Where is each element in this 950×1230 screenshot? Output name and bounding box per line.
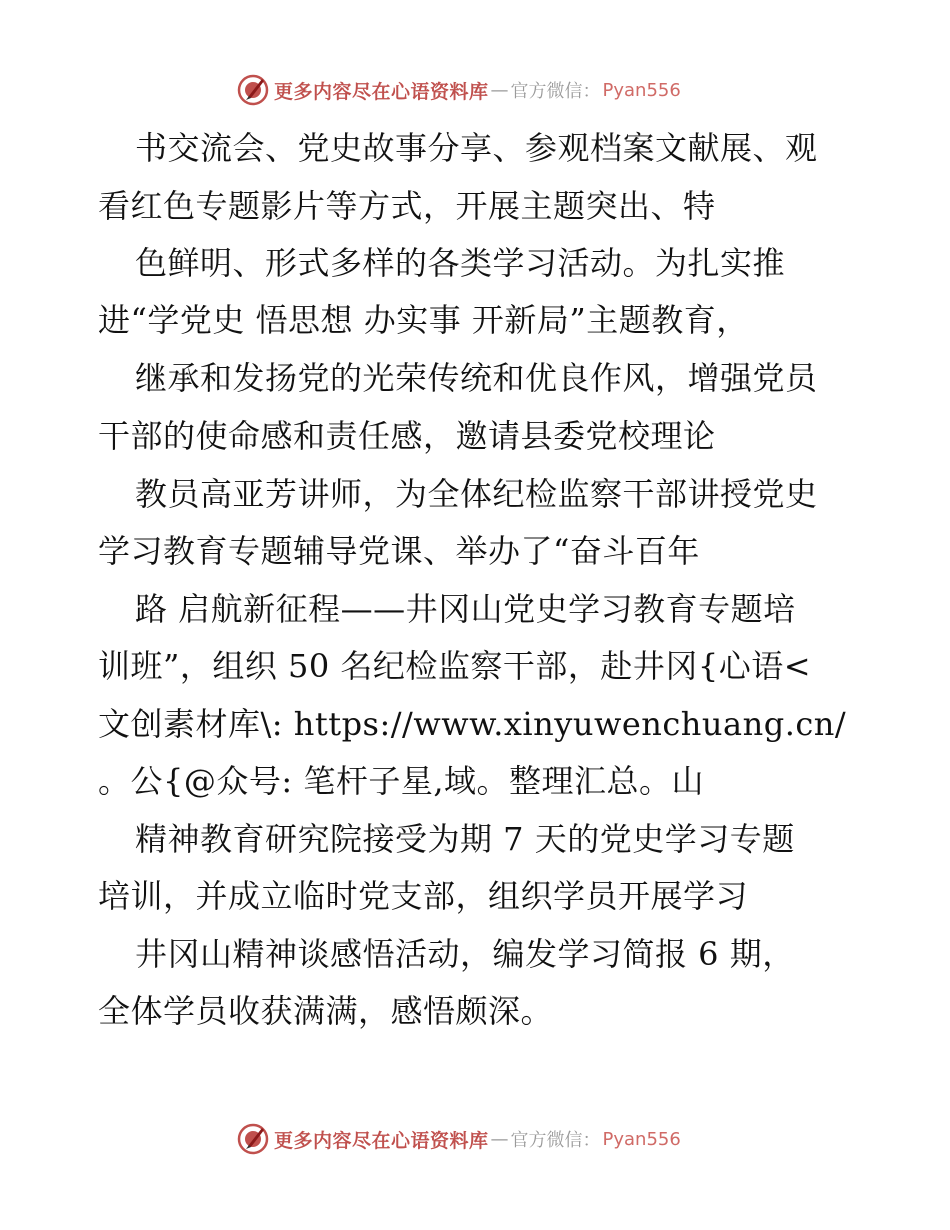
body-line: 看红色专题影片等方式，开展主题突出、特 xyxy=(98,187,716,225)
footer-banner xyxy=(236,1121,681,1157)
banner-wechat-id: Pyan556 xyxy=(602,79,681,101)
banner-main-text: 更多内容尽在心语资料库 xyxy=(274,1129,489,1152)
banner-dash: — xyxy=(490,1128,509,1150)
quill-logo-icon xyxy=(236,1122,270,1156)
quill-logo-icon xyxy=(236,73,270,107)
body-line: 全体学员收获满满，感悟颇深。 xyxy=(98,992,554,1030)
body-line: 训班”，组织 50 名纪检监察干部，赴井冈{心语< xyxy=(98,647,812,685)
body-line: 干部的使命感和责任感，邀请县委党校理论 xyxy=(98,417,716,455)
body-line: 继承和发扬党的光荣传统和优良作风，增强党员 xyxy=(135,359,818,397)
body-line: 路 启航新征程——井冈山党史学习教育专题培 xyxy=(135,590,796,628)
body-line: 培训，并成立临时党支部，组织学员开展学习 xyxy=(98,877,749,915)
body-line: 色鲜明、形式多样的各类学习活动。为扎实推 xyxy=(135,244,786,282)
banner-wechat-id: Pyan556 xyxy=(602,1128,681,1150)
header-banner xyxy=(236,72,681,108)
body-line: 。公{@众号: 笔杆子星,域。整理汇总。山 xyxy=(98,762,704,800)
banner-wechat-label: 官方微信： xyxy=(510,1130,601,1151)
banner-wechat-label: 官方微信： xyxy=(510,81,601,102)
body-line: 教员高亚芳讲师，为全体纪检监察干部讲授党史 xyxy=(135,475,818,513)
body-line: 学习教育专题辅导党课、举办了“奋斗百年 xyxy=(98,532,700,570)
banner-dash: — xyxy=(490,79,509,101)
banner-main-text: 更多内容尽在心语资料库 xyxy=(274,80,489,103)
body-line: 精神教育研究院接受为期 7 天的党史学习专题 xyxy=(135,820,795,858)
body-line: 书交流会、党史故事分享、参观档案文献展、观 xyxy=(135,129,818,167)
body-line: 井冈山精神谈感悟活动，编发学习简报 6 期， xyxy=(135,935,795,973)
body-line: 进“学党史 悟思想 办实事 开新局”主题教育， xyxy=(98,301,749,339)
body-line: 文创素材库\: https://www.xinyuwenchuang.cn/ xyxy=(98,705,847,743)
